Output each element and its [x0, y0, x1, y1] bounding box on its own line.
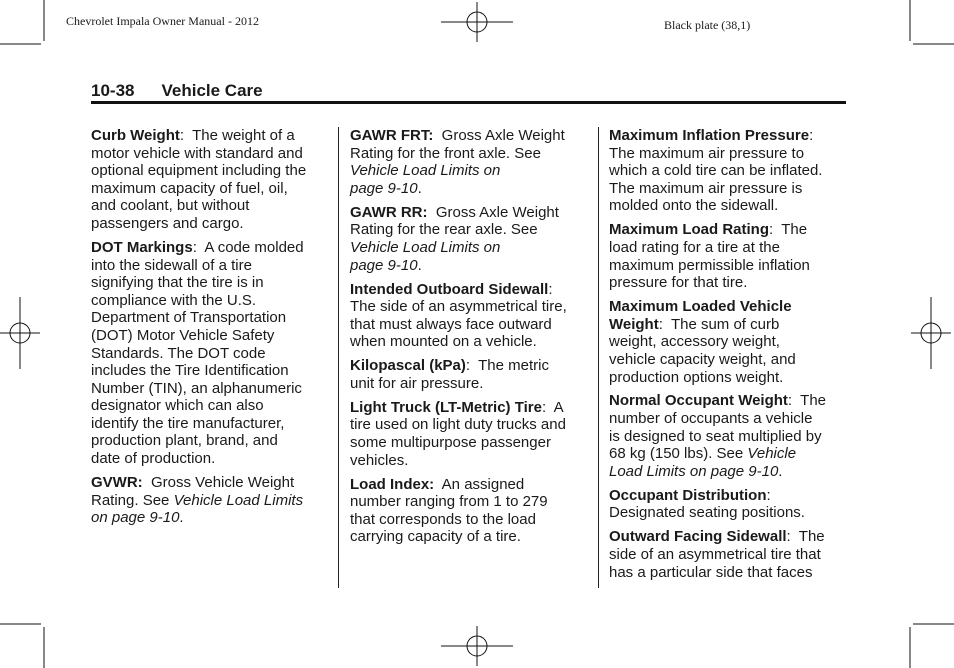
glossary-term: Light Truck (LT-Metric) Tire	[350, 398, 542, 416]
text-line	[350, 145, 590, 163]
text-line	[609, 257, 847, 275]
text-run: date of production.	[91, 450, 216, 468]
text-run: :	[548, 280, 553, 298]
glossary-term: Curb Weight	[91, 127, 180, 144]
text-run: Rating for the front axle. See	[350, 144, 541, 162]
text-run: has a particular side that faces	[609, 563, 813, 581]
text-line	[350, 452, 590, 470]
text-run: that corresponds to the load	[350, 510, 536, 528]
text-line	[91, 274, 329, 292]
registration-target-right	[911, 297, 951, 369]
cross-reference: Vehicle Load Limits	[173, 491, 304, 509]
text-line	[91, 327, 329, 345]
text-line	[350, 493, 590, 511]
text-run: : The	[786, 528, 825, 546]
text-run: Standards. The DOT code	[91, 344, 266, 362]
text-line	[350, 257, 590, 275]
section-title: Vehicle Care	[161, 81, 263, 100]
text-line	[609, 504, 847, 522]
text-run: load rating for a tire at the	[609, 238, 780, 256]
glossary-term: Maximum Load Rating	[609, 221, 770, 239]
text-run: compliance with the U.S.	[91, 291, 257, 309]
text-line	[91, 432, 329, 450]
text-line	[91, 474, 329, 492]
text-run: motor vehicle with standard and	[91, 144, 303, 162]
glossary-entry	[350, 399, 590, 469]
column-divider	[338, 127, 339, 588]
text-run: : A	[541, 398, 564, 416]
glossary-term: Load Index:	[350, 475, 435, 493]
text-line	[350, 298, 590, 316]
text-line	[609, 298, 847, 316]
column-divider	[598, 127, 599, 588]
glossary-entry	[91, 127, 329, 233]
text-run: unit for air pressure.	[350, 374, 484, 392]
text-run: : The weight of a	[179, 127, 295, 144]
manual-title: Chevrolet Impala Owner Manual - 2012	[66, 14, 259, 28]
text-line	[350, 528, 590, 546]
text-line	[91, 180, 329, 198]
text-line	[350, 162, 590, 180]
text-line	[350, 281, 590, 299]
text-column-3	[609, 127, 847, 588]
glossary-entry	[91, 474, 329, 527]
heading-rule	[91, 101, 846, 104]
text-run: number ranging from 1 to 279	[350, 493, 548, 511]
cross-reference: on page 9-10	[91, 509, 180, 527]
text-run: number of occupants a vehicle	[609, 410, 813, 428]
text-run: :	[766, 486, 771, 504]
glossary-entry	[350, 357, 590, 392]
text-line	[91, 197, 329, 215]
text-run: tire used on light duty trucks and	[350, 416, 566, 434]
text-run: Rating for the rear axle. See	[350, 221, 538, 239]
text-run: : A code molded	[192, 238, 304, 256]
text-run: Number (TIN), an alphanumeric	[91, 379, 302, 397]
text-line	[609, 127, 847, 145]
text-line	[609, 410, 847, 428]
glossary-term: Occupant Distribution	[609, 486, 767, 504]
text-line	[91, 162, 329, 180]
text-run: Gross Axle Weight	[427, 203, 559, 221]
registration-target-left	[0, 297, 40, 369]
page-number: 10-38	[91, 81, 135, 100]
text-run: :	[809, 127, 814, 144]
text-run: carrying capacity of a tire.	[350, 528, 521, 546]
text-run: pressure for that tire.	[609, 274, 748, 292]
text-line	[609, 564, 847, 582]
text-run: that must always face outward	[350, 315, 552, 333]
text-run: optional equipment including the	[91, 162, 307, 180]
text-line	[350, 239, 590, 257]
text-line	[91, 292, 329, 310]
text-column-2	[350, 127, 590, 552]
text-line	[91, 415, 329, 433]
text-run: Designated seating positions.	[609, 504, 805, 522]
text-line	[350, 416, 590, 434]
glossary-entry	[609, 392, 847, 480]
text-run: .	[179, 509, 184, 527]
text-column-1	[91, 127, 329, 533]
text-line	[91, 345, 329, 363]
registration-target-top	[441, 2, 513, 42]
text-line	[91, 127, 329, 145]
glossary-entry	[609, 221, 847, 291]
glossary-term: DOT Markings	[91, 238, 193, 256]
glossary-term: Kilopascal (kPa)	[350, 357, 466, 375]
text-run: Gross Vehicle Weight	[142, 474, 295, 492]
text-line	[91, 309, 329, 327]
text-run: The maximum air pressure is	[609, 179, 803, 197]
text-run: which a cold tire can be inflated.	[609, 162, 823, 180]
text-line	[609, 221, 847, 239]
text-line	[609, 546, 847, 564]
glossary-entry	[609, 298, 847, 386]
glossary-term: GAWR FRT:	[350, 127, 434, 144]
text-run: molded onto the sidewall.	[609, 197, 779, 215]
text-line	[609, 145, 847, 163]
text-run: An assigned	[434, 475, 525, 493]
text-run: when mounted on a vehicle.	[350, 333, 537, 351]
page-heading	[91, 81, 263, 101]
text-run: some multipurpose passenger	[350, 434, 551, 452]
text-line	[91, 362, 329, 380]
text-line	[609, 528, 847, 546]
glossary-entry	[91, 239, 329, 468]
text-line	[91, 380, 329, 398]
text-run: .	[417, 256, 422, 274]
text-run: : The metric	[465, 357, 549, 375]
text-line	[91, 397, 329, 415]
text-line	[609, 333, 847, 351]
text-line	[350, 511, 590, 529]
text-line	[91, 492, 329, 510]
text-line	[350, 180, 590, 198]
cross-reference: page 9-10	[350, 179, 418, 197]
text-line	[609, 445, 847, 463]
text-run: vehicle capacity weight, and	[609, 350, 796, 368]
text-line	[350, 357, 590, 375]
text-run: into the sidewall of a tire	[91, 256, 252, 274]
glossary-entry	[350, 204, 590, 274]
text-line	[350, 434, 590, 452]
plate-label: Black plate (38,1)	[664, 18, 751, 32]
cross-reference: Vehicle Load Limits on	[350, 238, 501, 256]
text-line	[609, 274, 847, 292]
text-line	[350, 375, 590, 393]
text-line	[91, 215, 329, 233]
text-run: Department of Transportation	[91, 309, 287, 327]
cross-reference: Vehicle Load Limits on	[350, 162, 501, 180]
glossary-term: Weight	[609, 315, 659, 333]
text-run: The side of an asymmetrical tire,	[350, 298, 567, 316]
text-line	[609, 162, 847, 180]
glossary-term: Maximum Inflation Pressure	[609, 127, 810, 144]
text-line	[609, 428, 847, 446]
text-run: : The	[787, 392, 827, 410]
text-line	[350, 476, 590, 494]
text-run: (DOT) Motor Vehicle Safety	[91, 326, 275, 344]
glossary-entry	[350, 127, 590, 197]
text-line	[350, 127, 590, 145]
text-line	[609, 351, 847, 369]
text-run: .	[417, 179, 422, 197]
text-run: designator which can also	[91, 397, 264, 415]
text-run: .	[778, 462, 783, 480]
text-line	[91, 239, 329, 257]
text-run: includes the Tire Identification	[91, 362, 289, 380]
glossary-term: Outward Facing Sidewall	[609, 528, 787, 546]
cross-reference: page 9-10	[350, 256, 418, 274]
text-line	[609, 180, 847, 198]
text-run: is designed to seat multiplied by	[609, 427, 822, 445]
text-line	[350, 316, 590, 334]
glossary-term: Intended Outboard Sidewall	[350, 280, 549, 298]
text-run: vehicles.	[350, 451, 409, 469]
text-run: side of an asymmetrical tire that	[609, 546, 821, 564]
text-run: production plant, brand, and	[91, 432, 278, 450]
text-line	[609, 392, 847, 410]
glossary-term: GVWR:	[91, 474, 143, 492]
text-run: Gross Axle Weight	[433, 127, 565, 144]
glossary-term: Normal Occupant Weight	[609, 392, 788, 410]
text-run: : The sum of curb	[658, 315, 780, 333]
text-line	[91, 257, 329, 275]
text-run: weight, accessory weight,	[609, 333, 780, 351]
text-run: Rating. See	[91, 491, 174, 509]
glossary-entry	[609, 487, 847, 522]
text-run: maximum capacity of fuel, oil,	[91, 179, 288, 197]
text-run: production options weight.	[609, 368, 784, 386]
text-run: signifying that the tire is in	[91, 274, 264, 292]
text-line	[609, 463, 847, 481]
text-line	[91, 450, 329, 468]
text-run: passengers and cargo.	[91, 214, 244, 232]
text-line	[609, 239, 847, 257]
text-run: : The	[769, 221, 808, 239]
glossary-term: Maximum Loaded Vehicle	[609, 298, 792, 316]
glossary-term: GAWR RR:	[350, 203, 428, 221]
text-run: The maximum air pressure to	[609, 144, 805, 162]
text-run: maximum permissible inflation	[609, 256, 810, 274]
glossary-entry	[609, 528, 847, 581]
glossary-entry	[350, 281, 590, 351]
cross-reference: Vehicle	[747, 445, 797, 463]
text-line	[609, 316, 847, 334]
text-run: identify the tire manufacturer,	[91, 414, 285, 432]
text-line	[350, 204, 590, 222]
text-run: and coolant, but without	[91, 197, 250, 215]
text-line	[609, 369, 847, 387]
text-line	[609, 487, 847, 505]
text-line	[350, 333, 590, 351]
text-line	[91, 509, 329, 527]
text-run: 68 kg (150 lbs). See	[609, 445, 748, 463]
text-line	[609, 197, 847, 215]
cross-reference: Load Limits on page 9-10	[609, 462, 779, 480]
glossary-entry	[350, 476, 590, 546]
text-line	[350, 399, 590, 417]
text-line	[91, 145, 329, 163]
registration-target-bottom	[441, 626, 513, 666]
text-line	[350, 221, 590, 239]
glossary-entry	[609, 127, 847, 215]
